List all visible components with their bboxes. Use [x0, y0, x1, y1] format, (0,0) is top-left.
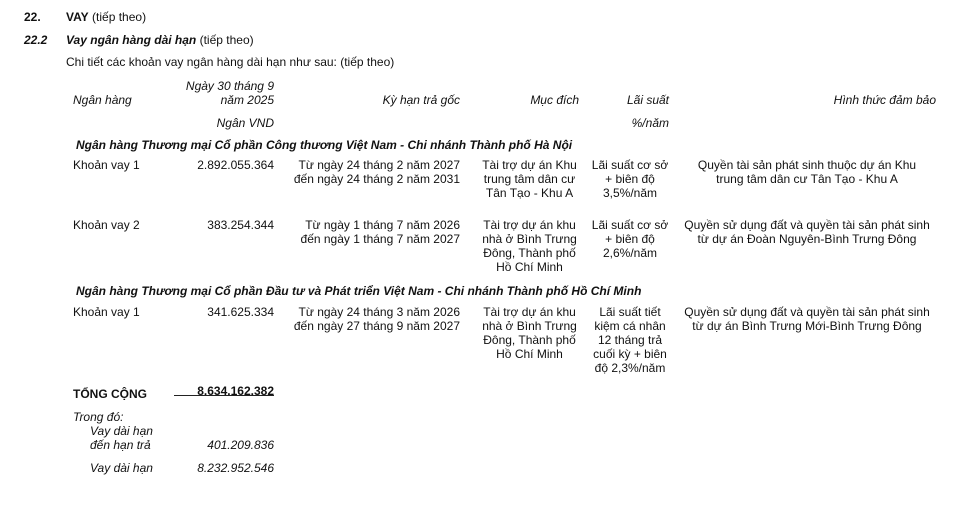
loan-amount: 2.892.055.364	[197, 158, 274, 172]
header-rate: Lãi suất	[626, 93, 669, 107]
breakdown-label: Trong đó:	[73, 410, 124, 424]
loan-rate: Lãi suất cơ sở + biên độ 3,5%/năm	[591, 158, 669, 200]
intro-text: Chi tiết các khoản vay ngân hàng dài hạn như sau: (tiếp theo)	[66, 55, 395, 69]
subsection-suffix: (tiếp theo)	[199, 33, 254, 47]
section-heading	[66, 10, 146, 24]
loan-label: Khoản vay 1	[73, 305, 140, 319]
section-title: VAY	[66, 10, 89, 24]
total-amount: 8.634.162.382	[197, 384, 274, 398]
total-label: TỔNG CỘNG	[73, 387, 147, 401]
loan-term: Từ ngày 1 tháng 7 năm 2026 đến ngày 1 tháng 7 năm 2027	[300, 218, 460, 246]
loan-purpose: Tài trợ dự án Khu trung tâm dân cư Tân Tạo - Khu A	[482, 158, 577, 200]
loan-label: Khoản vay 1	[73, 158, 140, 172]
loan-rate: Lãi suất tiết kiệm cá nhân 12 tháng trả cuối kỳ + biên độ 2,3%/năm	[593, 305, 667, 375]
breakdown-current-label: Vay dài hạn đến hạn trả	[90, 424, 153, 452]
loan-collateral: Quyền sử dụng đất và quyền tài sản phát sinh từ dự án Đoàn Nguyên-Bình Trưng Đông	[684, 218, 930, 246]
breakdown-longterm-amount: 8.232.952.546	[197, 461, 274, 475]
loan-collateral: Quyền tài sản phát sinh thuộc dự án Khu trung tâm dân cư Tân Tạo - Khu A	[697, 158, 917, 186]
total-divider	[174, 395, 274, 396]
loan-term: Từ ngày 24 tháng 2 năm 2027 đến ngày 24 tháng 2 năm 2031	[293, 158, 460, 186]
header-unit-rate: %/năm	[631, 116, 669, 130]
header-term: Kỳ hạn trả gốc	[382, 93, 460, 107]
loan-collateral: Quyền sử dụng đất và quyền tài sản phát sinh từ dự án Bình Trưng Mới-Bình Trưng Đông	[684, 305, 930, 333]
header-date: Ngày 30 tháng 9 năm 2025	[185, 79, 274, 107]
loan-purpose: Tài trợ dự án khu nhà ở Bình Trưng Đông, Thành phố Hồ Chí Minh	[482, 305, 577, 361]
subsection-number: 22.2	[24, 33, 48, 47]
header-bank: Ngân hàng	[73, 93, 132, 107]
header-unit-amount: Ngân VND	[216, 116, 274, 130]
bank-name: Ngân hàng Thương mại Cổ phần Công thương Việt Nam - Chi nhánh Thành phố Hà Nội	[76, 138, 573, 152]
section-number: 22.	[24, 10, 41, 24]
section-suffix: (tiếp theo)	[92, 10, 147, 24]
loan-term: Từ ngày 24 tháng 3 năm 2026 đến ngày 27 tháng 9 năm 2027	[293, 305, 460, 333]
header-purpose: Mục đích	[530, 93, 579, 107]
bank-name: Ngân hàng Thương mại Cổ phần Đầu tư và Phát triển Việt Nam - Chi nhánh Thành phố Hồ Chí Minh	[76, 284, 642, 298]
loan-amount: 341.625.334	[207, 305, 274, 319]
loan-label: Khoản vay 2	[73, 218, 140, 232]
breakdown-longterm-label: Vay dài hạn	[90, 461, 153, 475]
subsection-title: Vay ngân hàng dài hạn	[66, 33, 197, 47]
breakdown-current-amount: 401.209.836	[207, 438, 274, 452]
header-collateral: Hình thức đảm bảo	[833, 93, 936, 107]
loan-rate: Lãi suất cơ sở + biên độ 2,6%/năm	[591, 218, 669, 260]
subsection-heading	[66, 33, 254, 47]
loan-purpose: Tài trợ dự án khu nhà ở Bình Trưng Đông, Thành phố Hồ Chí Minh	[482, 218, 577, 274]
loan-amount: 383.254.344	[207, 218, 274, 232]
